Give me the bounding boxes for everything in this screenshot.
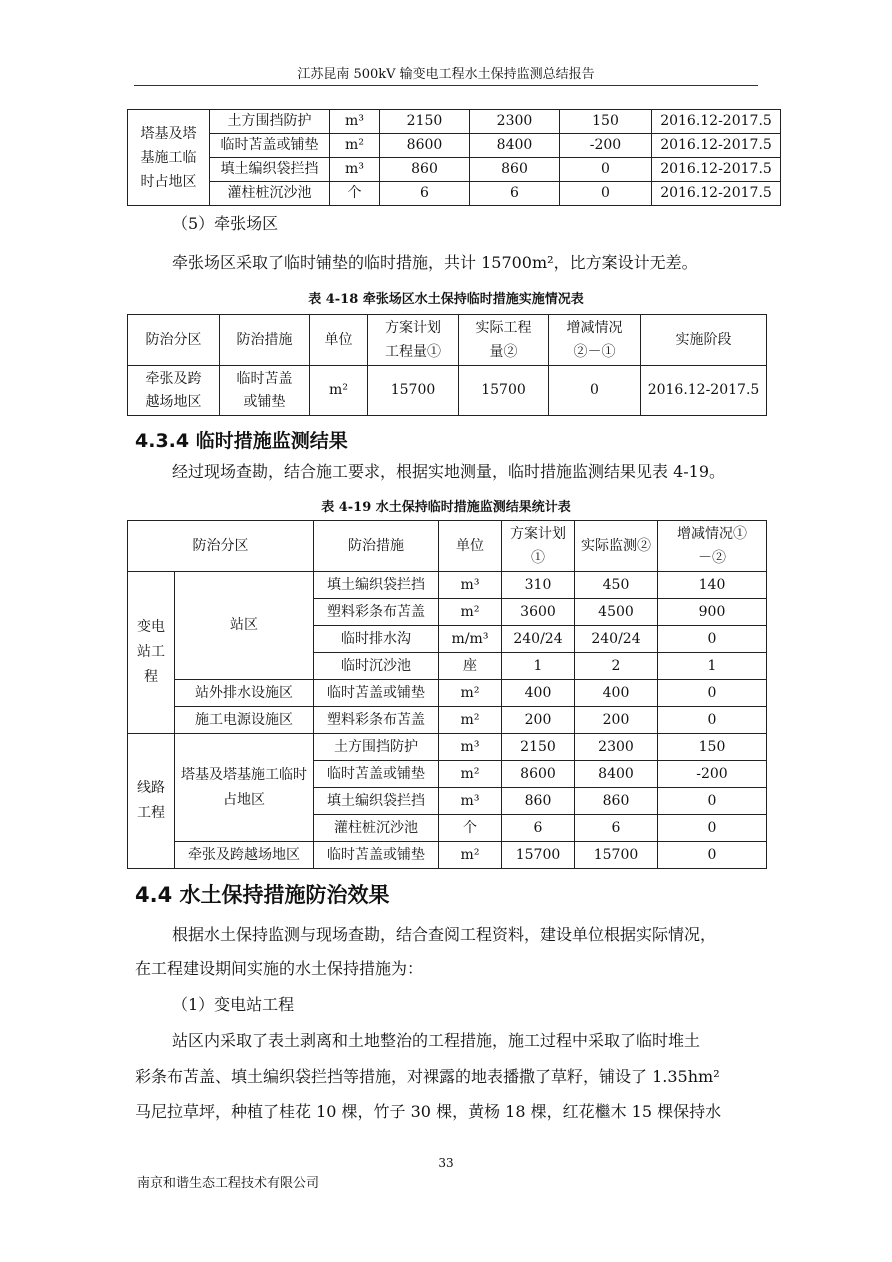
- table-419-cell: 临时排水沟: [314, 626, 439, 653]
- table-cell: 2016.12-2017.5: [652, 134, 781, 158]
- table-419-header: 增减情况①－②: [658, 521, 767, 572]
- section-434-heading: 4.3.4 临时措施监测结果: [135, 430, 348, 452]
- table-418-cell: 牵张及跨越场地区: [128, 366, 220, 416]
- section-44-sub1: （1）变电站工程: [172, 995, 295, 1014]
- table-419-cell: 15700: [575, 842, 658, 869]
- table-cell: 灌柱桩沉沙池: [210, 182, 330, 206]
- table-418-header: 方案计划工程量①: [368, 315, 459, 366]
- table-418-cell: 临时苫盖或铺垫: [220, 366, 310, 416]
- table-419-cell: 2150: [502, 734, 575, 761]
- table-cell: m²: [330, 134, 380, 158]
- table-419-group-line: 线路工程: [128, 734, 175, 869]
- table-419-cell: m²: [439, 842, 502, 869]
- table-cell: 0: [560, 182, 652, 206]
- table-418-cell: m²: [310, 366, 368, 416]
- table-419-cell: m²: [439, 761, 502, 788]
- table-419-cell: 个: [439, 815, 502, 842]
- table-419-cell: 240/24: [502, 626, 575, 653]
- table-419-zone: 塔基及塔基施工临时占地区: [175, 734, 314, 842]
- table-419-cell: 200: [575, 707, 658, 734]
- table-418-header: 单位: [310, 315, 368, 366]
- section-434-text: 经过现场查勘，结合施工要求，根据实地测量，临时措施监测结果见表 4-19。: [172, 462, 726, 481]
- page-header: 江苏昆南 500kV 输变电工程水土保持监测总结报告: [297, 67, 595, 82]
- table-cell: 填土编织袋拦挡: [210, 158, 330, 182]
- table-419-cell: 0: [658, 815, 767, 842]
- table-top-area: 塔基及塔基施工临时占地区: [128, 110, 210, 206]
- table-419-cell: 土方围挡防护: [314, 734, 439, 761]
- table-418-header: 防治措施: [220, 315, 310, 366]
- table-419-header: 防治措施: [314, 521, 439, 572]
- table-cell: 2016.12-2017.5: [652, 158, 781, 182]
- section-44-p2-line2: 彩条布苫盖、填土编织袋拦挡等措施，对裸露的地表播撒了草籽，铺设了 1.35hm²: [135, 1067, 720, 1086]
- table-cell: 2300: [470, 110, 560, 134]
- section-5-heading: （5）牵张场区: [172, 214, 279, 233]
- header-rule: [134, 85, 758, 86]
- table-419-cell: 450: [575, 572, 658, 599]
- table-419-cell: 140: [658, 572, 767, 599]
- table-419-cell: 3600: [502, 599, 575, 626]
- table-419-zone: 站外排水设施区: [175, 680, 314, 707]
- table-419-cell: 2: [575, 653, 658, 680]
- table-419-cell: m³: [439, 572, 502, 599]
- table-cell: 个: [330, 182, 380, 206]
- table-cell: 860: [380, 158, 470, 182]
- table-cell: 860: [470, 158, 560, 182]
- table-418-caption: 表 4-18 牵张场区水土保持临时措施实施情况表: [308, 292, 584, 307]
- table-419-cell: m³: [439, 734, 502, 761]
- table-419-header: 防治分区: [128, 521, 314, 572]
- table-419-cell: -200: [658, 761, 767, 788]
- table-419-cell: 6: [502, 815, 575, 842]
- table-cell: 2150: [380, 110, 470, 134]
- table-419-header: 方案计划①: [502, 521, 575, 572]
- table-419-cell: 240/24: [575, 626, 658, 653]
- table-418-cell: 0: [549, 366, 641, 416]
- table-418-cell: 15700: [459, 366, 549, 416]
- page-footer: 南京和谐生态工程技术有限公司: [137, 1176, 320, 1191]
- table-419-cell: m/m³: [439, 626, 502, 653]
- table-418-header: 增减情况②－①: [549, 315, 641, 366]
- table-419-cell: 座: [439, 653, 502, 680]
- page-number: 33: [438, 1156, 454, 1170]
- table-419-cell: 0: [658, 788, 767, 815]
- section-44-p1-line1: 根据水土保持监测与现场查勘，结合查阅工程资料，建设单位根据实际情况，: [172, 925, 717, 944]
- table-418: [127, 314, 767, 416]
- table-cell: 8600: [380, 134, 470, 158]
- table-419-cell: m²: [439, 599, 502, 626]
- table-419-cell: 310: [502, 572, 575, 599]
- table-419-cell: 900: [658, 599, 767, 626]
- section-44-p1-line2: 在工程建设期间实施的水土保持措施为：: [135, 959, 424, 978]
- table-419-cell: 填土编织袋拦挡: [314, 788, 439, 815]
- table-418-cell: 15700: [368, 366, 459, 416]
- table-419-zone: 施工电源设施区: [175, 707, 314, 734]
- table-419-cell: 0: [658, 626, 767, 653]
- table-cell: m³: [330, 110, 380, 134]
- table-cell: 临时苫盖或铺垫: [210, 134, 330, 158]
- section-5-text: 牵张场区采取了临时铺垫的临时措施，共计 15700m²，比方案设计无差。: [172, 253, 698, 272]
- table-419-cell: m²: [439, 707, 502, 734]
- table-419-cell: 400: [502, 680, 575, 707]
- table-419-cell: 临时苫盖或铺垫: [314, 761, 439, 788]
- table-419: [127, 520, 767, 869]
- table-419-cell: 塑料彩条布苫盖: [314, 599, 439, 626]
- table-419-cell: 0: [658, 707, 767, 734]
- table-419-cell: m³: [439, 788, 502, 815]
- table-419-cell: 4500: [575, 599, 658, 626]
- table-419-cell: 8600: [502, 761, 575, 788]
- table-419-cell: 临时苫盖或铺垫: [314, 680, 439, 707]
- table-419-zone: 牵张及跨越场地区: [175, 842, 314, 869]
- table-419-cell: 灌柱桩沉沙池: [314, 815, 439, 842]
- table-cell: -200: [560, 134, 652, 158]
- section-44-p2-line1: 站区内采取了表土剥离和土地整治的工程措施，施工过程中采取了临时堆土: [172, 1031, 701, 1050]
- table-419-cell: 0: [658, 680, 767, 707]
- table-419-cell: 临时苫盖或铺垫: [314, 842, 439, 869]
- table-cell: 土方围挡防护: [210, 110, 330, 134]
- table-419-cell: 200: [502, 707, 575, 734]
- table-419-header: 单位: [439, 521, 502, 572]
- table-419-cell: m²: [439, 680, 502, 707]
- table-419-cell: 15700: [502, 842, 575, 869]
- table-cell: 6: [470, 182, 560, 206]
- section-44-p2-line3: 马尼拉草坪，种植了桂花 10 棵，竹子 30 棵，黄杨 18 棵，红花檵木 15 棵保持水: [135, 1102, 722, 1121]
- table-419-cell: 0: [658, 842, 767, 869]
- table-419-header: 实际监测②: [575, 521, 658, 572]
- table-419-cell: 8400: [575, 761, 658, 788]
- table-419-cell: 400: [575, 680, 658, 707]
- table-top-continuation: [127, 109, 781, 206]
- table-419-cell: 填土编织袋拦挡: [314, 572, 439, 599]
- table-cell: 8400: [470, 134, 560, 158]
- table-419-cell: 塑料彩条布苫盖: [314, 707, 439, 734]
- table-cell: 2016.12-2017.5: [652, 110, 781, 134]
- table-419-caption: 表 4-19 水土保持临时措施监测结果统计表: [321, 500, 571, 515]
- table-419-cell: 150: [658, 734, 767, 761]
- table-cell: 150: [560, 110, 652, 134]
- table-cell: 0: [560, 158, 652, 182]
- table-419-cell: 2300: [575, 734, 658, 761]
- table-419-cell: 1: [658, 653, 767, 680]
- table-418-header: 防治分区: [128, 315, 220, 366]
- table-418-header: 实际工程量②: [459, 315, 549, 366]
- table-418-header: 实施阶段: [641, 315, 767, 366]
- table-cell: m³: [330, 158, 380, 182]
- table-419-cell: 860: [575, 788, 658, 815]
- table-418-cell: 2016.12-2017.5: [641, 366, 767, 416]
- table-419-cell: 临时沉沙池: [314, 653, 439, 680]
- table-419-group-substation: 变电站工程: [128, 572, 175, 734]
- table-419-zone: 站区: [175, 572, 314, 680]
- table-419-cell: 860: [502, 788, 575, 815]
- table-419-cell: 1: [502, 653, 575, 680]
- table-cell: 2016.12-2017.5: [652, 182, 781, 206]
- section-44-heading: 4.4 水土保持措施防治效果: [135, 883, 390, 907]
- table-cell: 6: [380, 182, 470, 206]
- table-419-cell: 6: [575, 815, 658, 842]
